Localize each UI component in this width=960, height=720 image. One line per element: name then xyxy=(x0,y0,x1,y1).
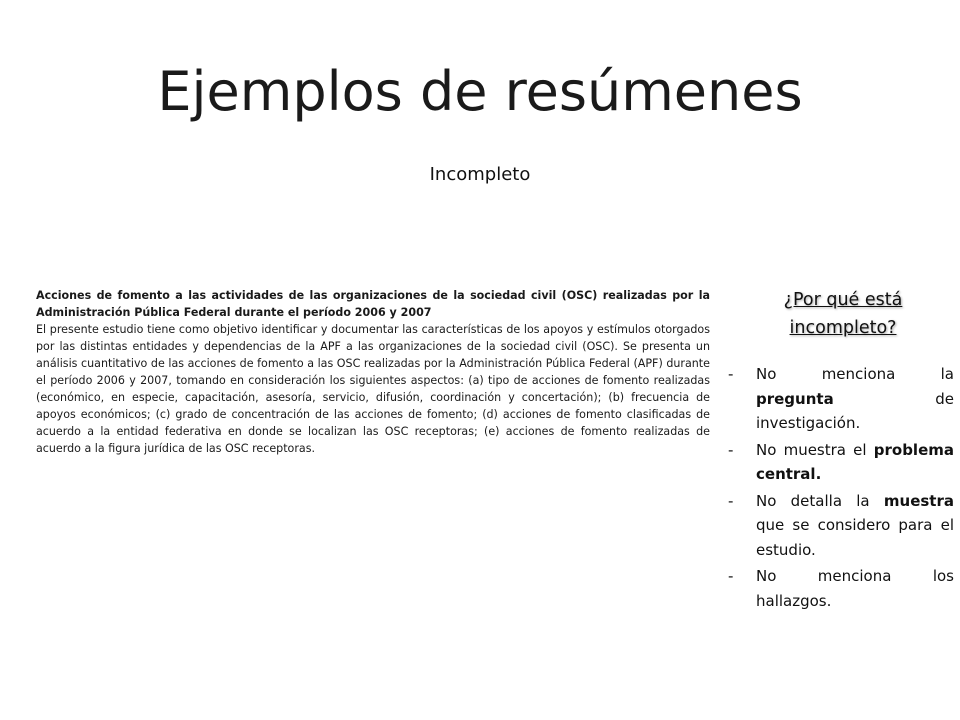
abstract-title: Acciones de fomento a las actividades de las organizaciones de la sociedad civil (OSC) realizadas por la Administración Pública Federal durante el período 2006 y 2007 xyxy=(36,289,710,319)
abstract-body: El presente estudio tiene como objetivo identificar y documentar las características de los apoyos y estímulos otorgados por las distintas entidades y dependencias de la APF a las organizaciones de la sociedad civil (OSC). Se presenta un análisis cuantitativo de las acciones de fomento a las OSC realizadas por la Administración Pública Federal (APF) durante el período 2006 y 2007, tomando en consideración los siguientes aspectos: (a) tipo de acciones de fomento realizadas (económico, en especie, capacitación, asesoría, servicio, difusión, coordinación y concertación); (b) frecuencia de apoyos económicos; (c) grado de concentración de las acciones de fomento; (d) acciones de fomento clasificadas de acuerdo a la entidad federativa en donde se localizan las OSC receptoras; (e) acciones de fomento realizadas de acuerdo a la figura jurídica de las OSC receptoras. xyxy=(36,323,710,455)
reason-text: No menciona la xyxy=(756,365,954,383)
reason-text: No menciona los hallazgos. xyxy=(756,567,954,610)
reason-text-end: de investigación. xyxy=(756,389,954,432)
bullet-dash: - xyxy=(728,491,734,510)
abstract-example xyxy=(36,287,710,457)
reasons-list xyxy=(724,362,954,613)
reason-item xyxy=(724,489,954,563)
why-heading: ¿Por qué está incompleto? xyxy=(783,290,903,338)
bullet-dash: - xyxy=(728,440,734,459)
slide-title: Ejemplos de resúmenes xyxy=(157,60,803,123)
reason-text: No muestra el xyxy=(756,440,874,459)
slide-subtitle: Incompleto xyxy=(429,164,531,185)
reason-text-end: que se considero para el estudio. xyxy=(756,516,954,559)
bullet-dash: - xyxy=(728,365,734,383)
reason-emphasis: problema central. xyxy=(756,440,954,483)
reason-item xyxy=(724,438,954,487)
reason-item xyxy=(724,564,954,613)
reason-emphasis: pregunta xyxy=(756,389,834,408)
reason-text: No detalla la xyxy=(756,491,884,510)
reason-item xyxy=(724,362,954,436)
reason-emphasis: muestra xyxy=(883,491,954,510)
why-incomplete-panel xyxy=(724,286,954,615)
bullet-dash: - xyxy=(728,567,734,585)
